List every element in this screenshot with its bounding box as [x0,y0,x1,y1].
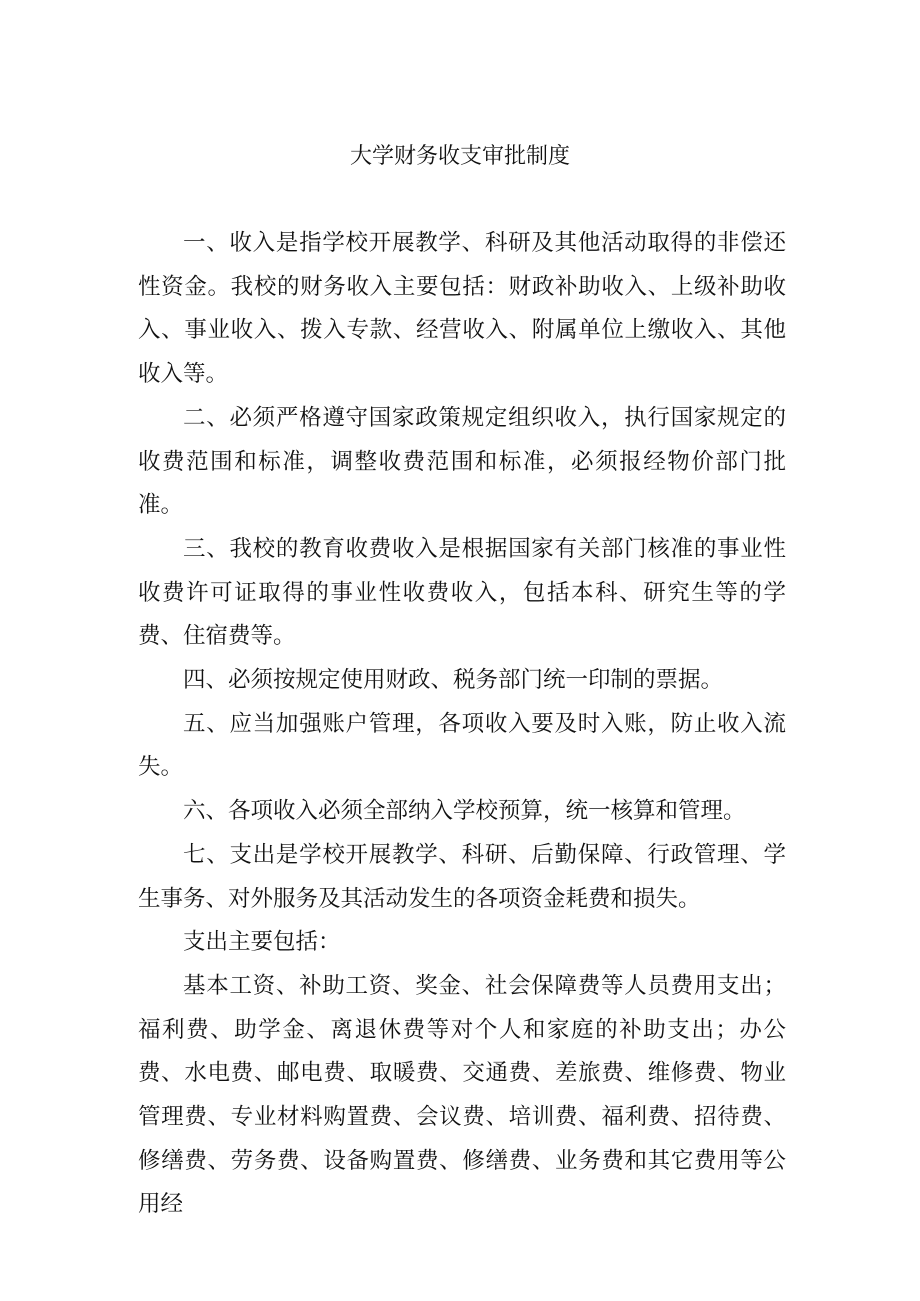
paragraph-expenditure-items: 基本工资、补助工资、奖金、社会保障费等人员费用支出；福利费、助学金、离退休费等对个人和家庭的补助支出；办公费、水电费、邮电费、取暖费、交通费、差旅费、维修费、物业管理费、专业材料购置费、会议费、培训费、福利费、招待费、修缮费、劳务费、设备购置费、修缮费、业务费和其它费用等公用经 [138,972,786,1218]
paragraph-receipts: 四、必须按规定使用财政、税务部门统一印制的票据。 [183,667,724,694]
paragraph-tuition-income: 三、我校的教育收费收入是根据国家有关部门核准的事业性收费许可证取得的事业性收费收入，包括本科、研究生等的学费、住宿费等。 [138,535,786,650]
document-title: 大学财务收支审批制度 [349,144,570,169]
paragraph-account-management: 五、应当加强账户管理，各项收入要及时入账，防止收入流失。 [138,710,786,781]
paragraph-budget: 六、各项收入必须全部纳入学校预算，统一核算和管理。 [183,798,746,825]
paragraph-income-policy: 二、必须严格遵守国家政策规定组织收入，执行国家规定的收费范围和标准，调整收费范围和标准，必须报经物价部门批准。 [138,404,786,519]
paragraph-expenditure-heading: 支出主要包括： [183,929,341,956]
paragraph-expenditure-definition: 七、支出是学校开展教学、科研、后勤保障、行政管理、学生事务、对外服务及其活动发生的各项资金耗费和损失。 [138,841,786,912]
paragraph-income-definition: 一、收入是指学校开展教学、科研及其他活动取得的非偿还性资金。我校的财务收入主要包括：财政补助收入、上级补助收入、事业收入、拨入专款、经营收入、附属单位上缴收入、其他收入等。 [138,230,786,388]
document-body [138,222,786,1227]
